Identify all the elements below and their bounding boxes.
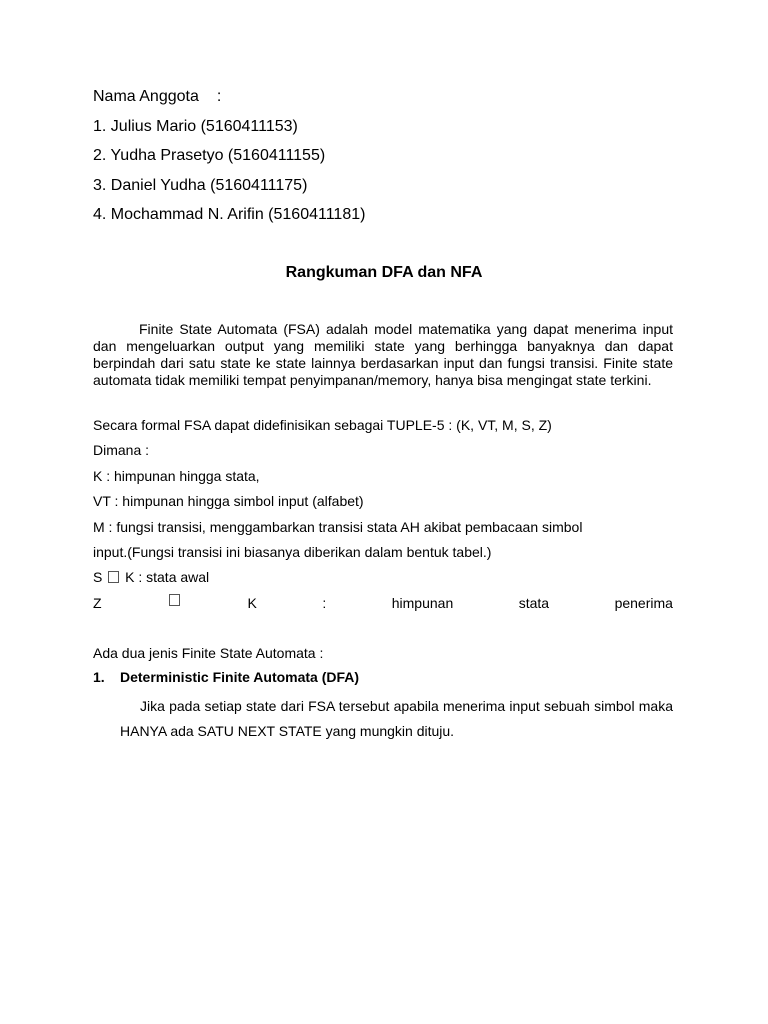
member-item: 2. Yudha Prasetyo (5160411155) (93, 147, 326, 165)
subset-glyph-icon (169, 594, 180, 606)
definition-m-line1: M : fungsi transisi, menggambarkan transisi stata AH akibat pembacaan simbol (93, 518, 583, 535)
definition-z-word: : (322, 594, 327, 611)
definition-block (93, 416, 673, 619)
definition-s-symbol: S (93, 569, 103, 586)
definition-vt: VT : himpunan hingga simbol input (alfabet) (93, 493, 364, 510)
document-title: Rangkuman DFA dan NFA (285, 264, 483, 281)
dfa-title: Deterministic Finite Automata (DFA) (120, 669, 360, 685)
element-of-glyph-icon (108, 571, 119, 583)
member-item: 1. Julius Mario (5160411153) (93, 117, 298, 135)
definition-k: K : himpunan hingga stata, (93, 467, 260, 484)
member-heading-label: Nama Anggota (93, 88, 199, 105)
dimana-label: Dimana : (93, 442, 150, 459)
definition-z-word: Z (93, 594, 102, 611)
definition-z (93, 594, 673, 613)
definition-z-word: stata (518, 594, 550, 611)
definition-m-line2: input.(Fungsi transisi ini biasanya diberikan dalam bentuk tabel.) (93, 543, 492, 560)
member-heading-colon: : (216, 88, 222, 105)
member-item: 4. Mochammad N. Arifin (5160411181) (93, 206, 366, 224)
fsa-types-heading: Ada dua jenis Finite State Automata : (93, 645, 324, 661)
formal-definition: Secara formal FSA dapat didefinisikan sebagai TUPLE-5 : (K, VT, M, S, Z) (93, 417, 552, 433)
dfa-heading (93, 668, 359, 687)
definition-s (93, 568, 673, 587)
definition-s-text: K : stata awal (125, 569, 210, 586)
dfa-number: 1. (93, 669, 105, 685)
member-list-heading (93, 86, 693, 108)
intro-paragraph: Finite State Automata (FSA) adalah model matematika yang dapat menerima input dan mengeluarkan output yang memiliki state yang berhingga banyaknya dan dapat berpindah dari satu state ke state lainnya berdasarkan input dan fungsi transisi. Finite state automata tidak memiliki tempat penyimpanan/memory, hanya bisa mengingat state terkini. (93, 321, 673, 388)
member-list (93, 86, 693, 234)
dfa-description: Jika pada setiap state dari FSA tersebut apabila menerima input sebuah simbol maka HANYA ada SATU NEXT STATE yang mungkin dituju. (120, 698, 673, 739)
definition-z-word: himpunan (391, 594, 454, 611)
definition-z-word: K (247, 594, 257, 611)
member-item: 3. Daniel Yudha (5160411175) (93, 176, 308, 194)
definition-z-word: penerima (614, 594, 673, 611)
